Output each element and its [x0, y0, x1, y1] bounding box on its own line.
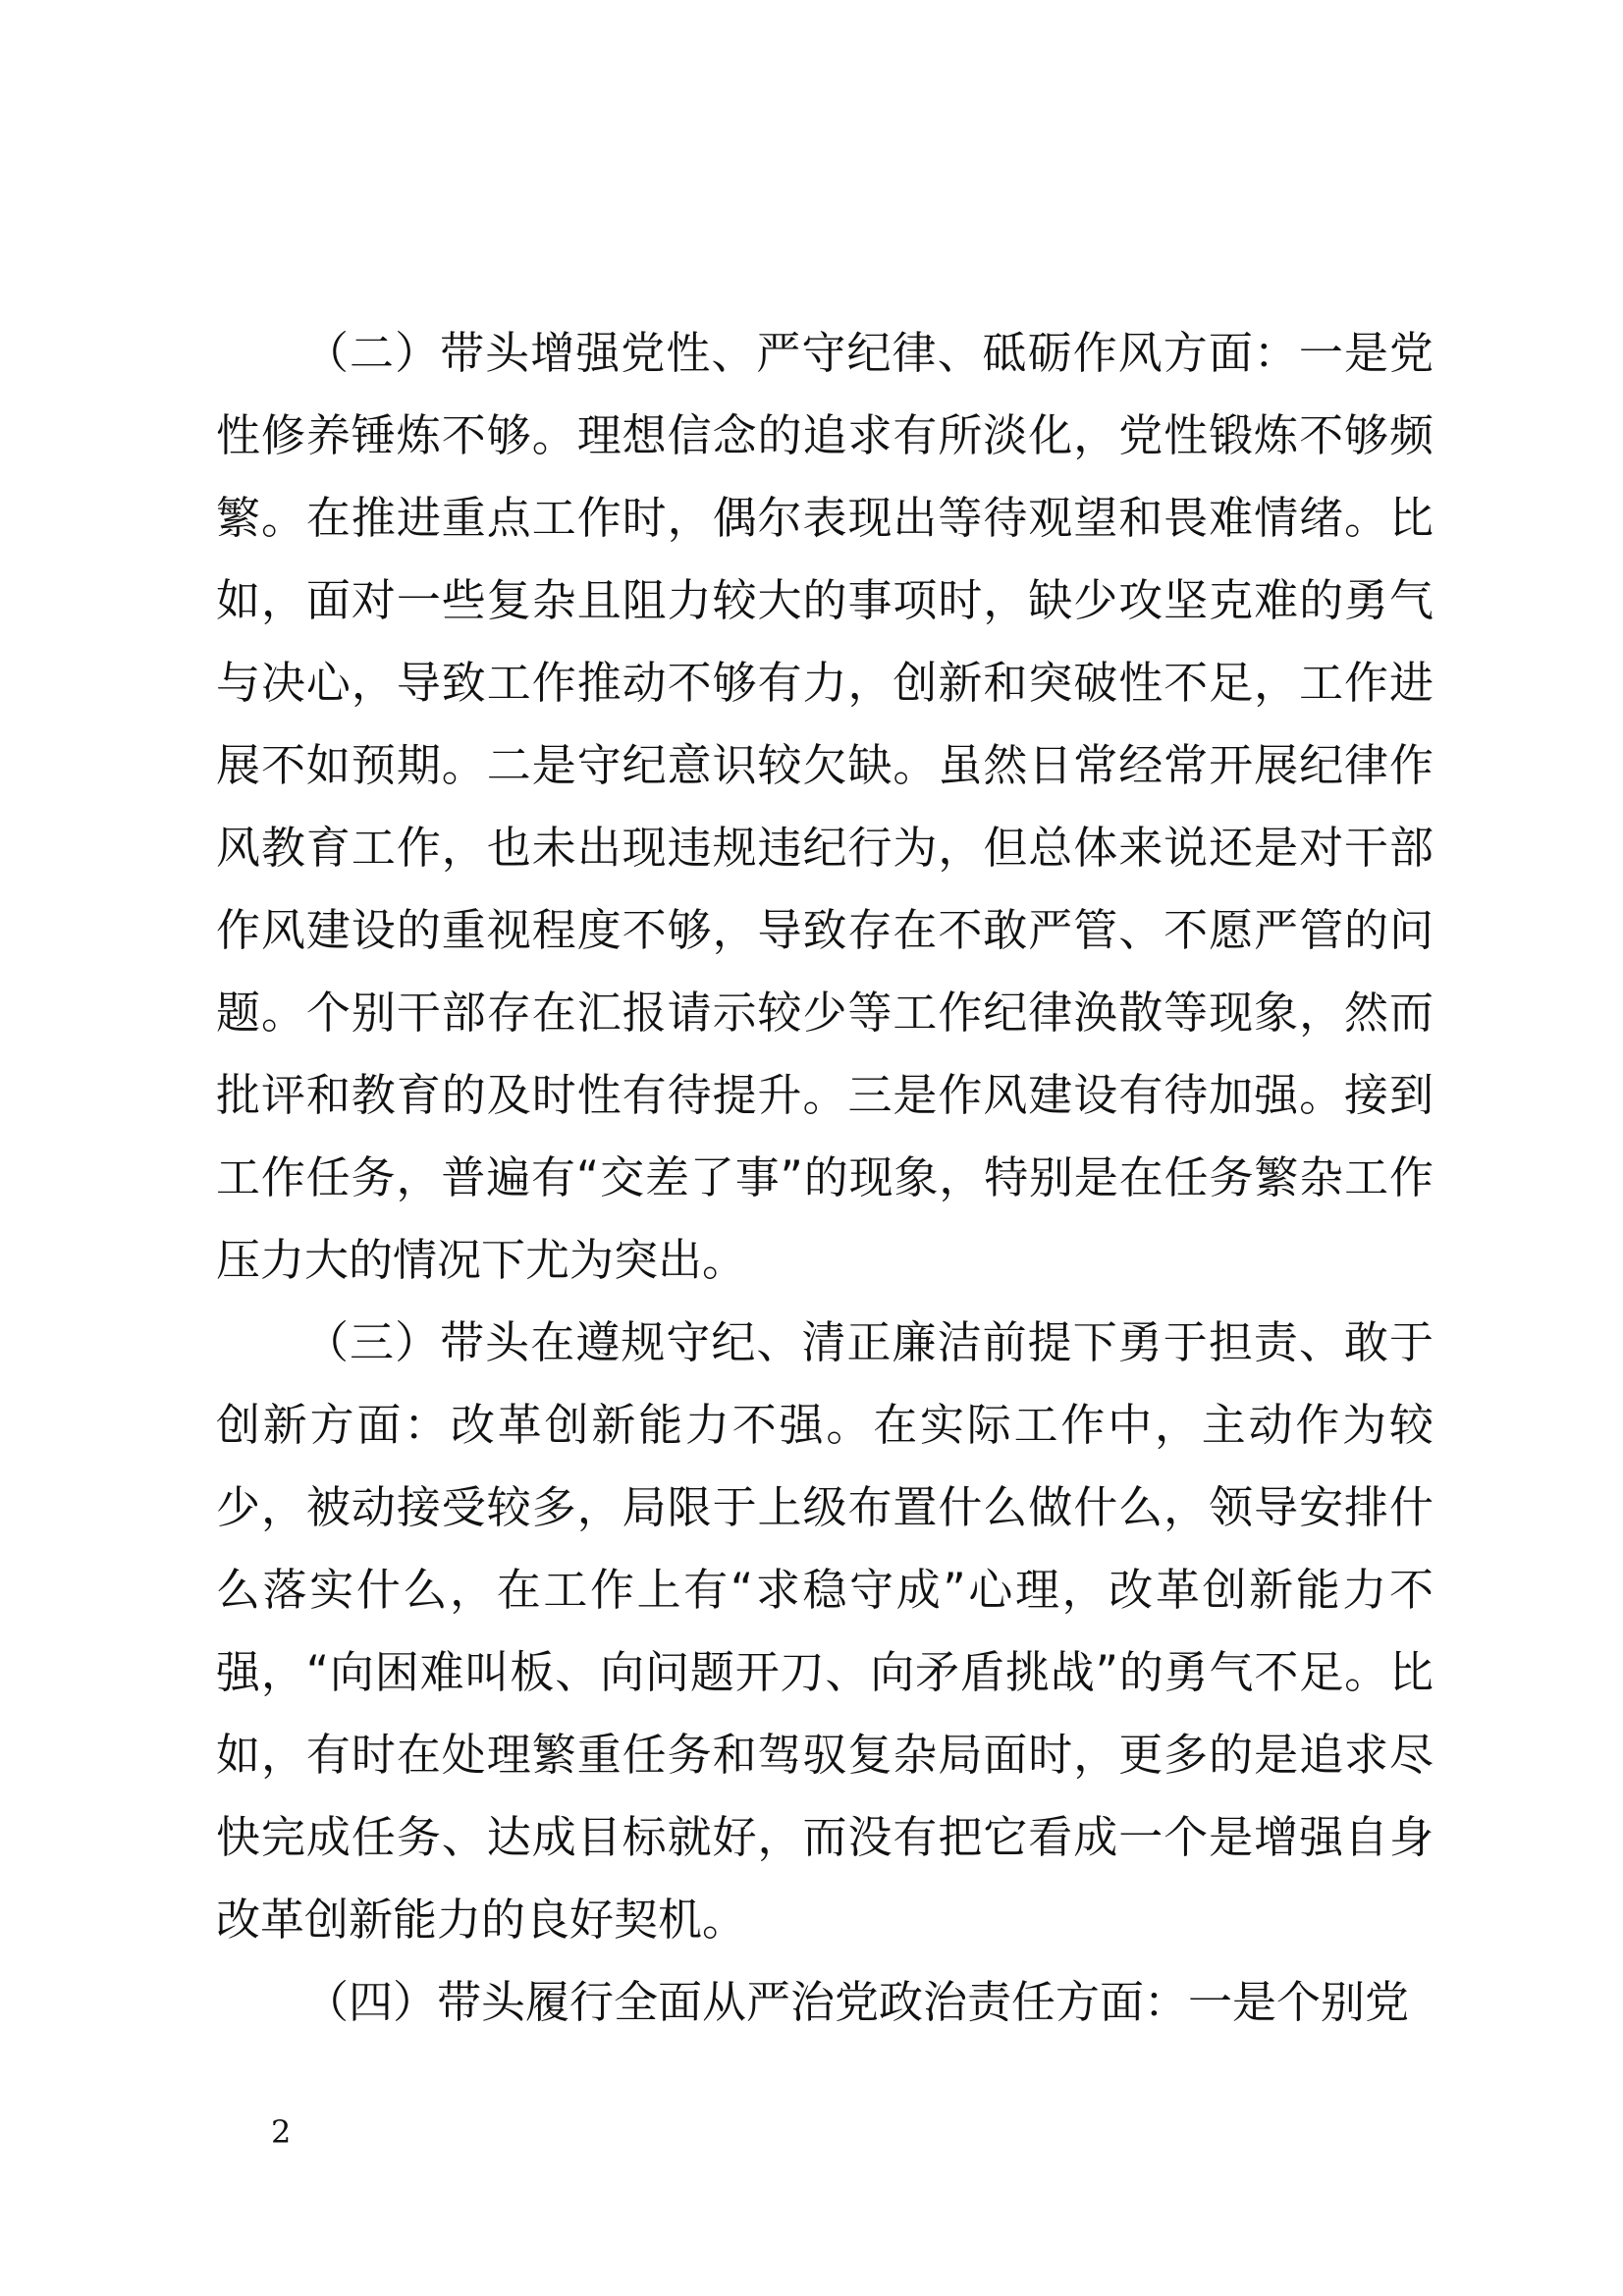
paragraph-section-4: （四）带头履行全面从严治党政治责任方面：一是个别党 [304, 1976, 1410, 2028]
page-number: 2 [271, 2113, 292, 2151]
paragraph-section-2: （二）带头增强党性、严守纪律、砥砺作风方面：一是党性修养锤炼不够。理想信念的追求有所淡化，党性锻炼不够频繁。在推进重点工作时，偶尔表现出等待观望和畏难情绪。比如，面对一些复杂且阻力较大的事项时，缺少攻坚克难的勇气与决心，导致工作推动不够有力，创新和突破性不足，工作进展不如预期。二是守纪意识较欠缺。虽然日常经常开展纪律作风教育工作，也未出现违规违纪行为，但总体来说还是对干部作风建设的重视程度不够，导致存在不敢严管、不愿严管的问题。个别干部存在汇报请示较少等工作纪律涣散等现象，然而批评和教育的及时性有待提升。三是作风建设有待加强。接到工作任务，普遍有“交差了事”的现象，特别是在任务繁杂工作压力大的情况下尤为突出。 [216, 327, 1434, 1286]
document-body [216, 312, 1434, 2044]
paragraph-section-3: （三）带头在遵规守纪、清正廉洁前提下勇于担责、敢于创新方面：改革创新能力不强。在实际工作中，主动作为较少，被动接受较多，局限于上级布置什么做什么，领导安排什么落实什么，在工作上有“求稳守成”心理，改革创新能力不强，“向困难叫板、向问题开刀、向矛盾挑战”的勇气不足。比如，有时在处理繁重任务和驾驭复杂局面时，更多的是追求尽快完成任务、达成目标就好，而没有把它看成一个是增强自身改革创新能力的良好契机。 [216, 1316, 1434, 1946]
